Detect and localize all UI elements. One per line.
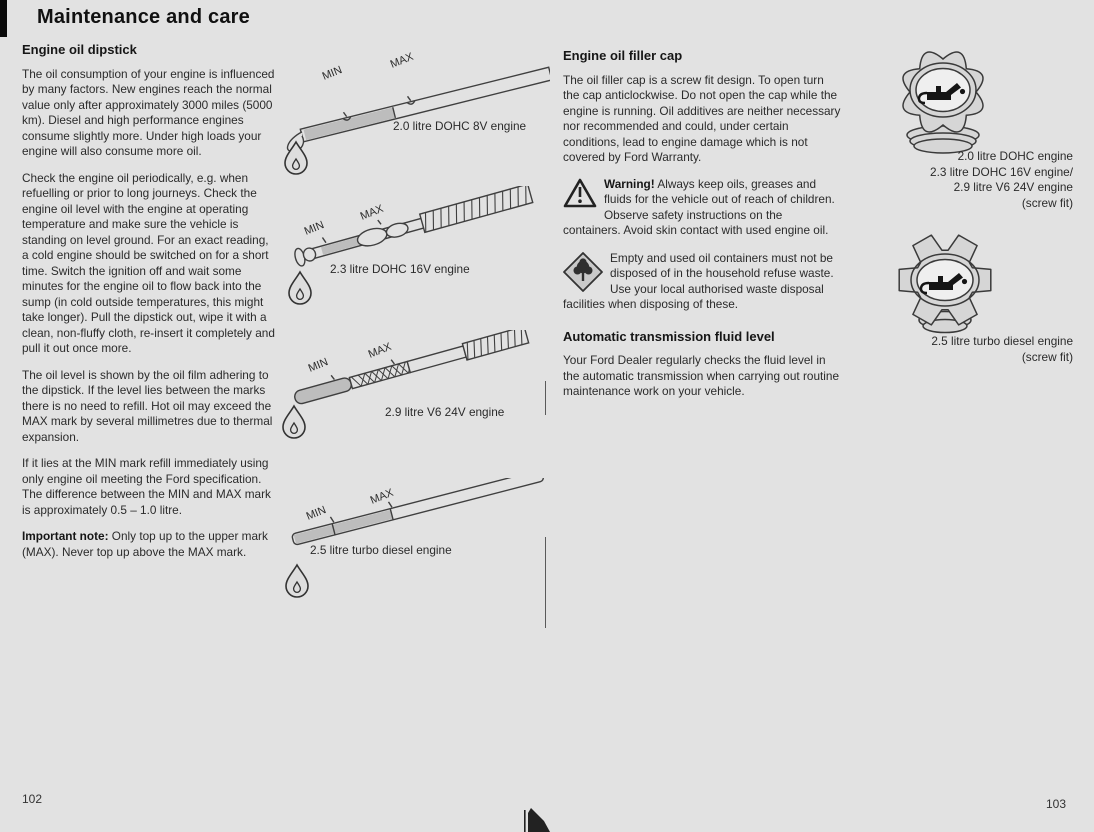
dipstick-paragraph-4: If it lies at the MIN mark refill immediately using only engine oil meeting the Ford specification. The difference between the MIN and MAX mark is approximately 0.5 – 1.0 litre. (22, 456, 271, 517)
dipstick-paragraph-1: The oil consumption of your engine is influenced by many factors. New engines reach the normal value only after approximately 3000 miles (5000 km). Diesel and high performance engines consume slightly more. Under high loads your engine will also consume more oil. (22, 66, 275, 158)
page-number-left: 102 (22, 792, 43, 806)
dipstick-4-min-label: MIN (304, 504, 328, 523)
oil-drop-icon (283, 406, 305, 438)
section-heading-engine-oil-filler-cap: Engine oil filler cap (563, 48, 683, 63)
filler-cap-2-caption (883, 334, 1073, 365)
page-title: Maintenance and care (37, 6, 250, 28)
important-note-label: Important note: (22, 529, 109, 543)
middle-column (563, 48, 841, 411)
left-column (22, 42, 278, 571)
transmission-paragraph: Your Ford Dealer regularly checks the fluid level in the automatic transmission when carrying out routine maintenance work on your vehicle. (563, 353, 840, 398)
dipstick-1-max-label: MAX (388, 50, 416, 71)
caption-line: (screw fit) (1021, 349, 1073, 364)
dipstick-1-min-label: MIN (320, 64, 344, 83)
filler-cap-1-caption (883, 149, 1073, 211)
section-heading-automatic-transmission: Automatic transmission fluid level (563, 328, 775, 344)
caption-line: (screw fit) (1021, 195, 1073, 210)
oil-drop-icon (289, 272, 311, 304)
warning-text: Always keep oils, greases and fluids for the vehicle out of reach of children. Observe safety instructions on the containers. Avoid skin contact with used engine oil. (563, 176, 835, 237)
dipstick-3-max-label: MAX (366, 340, 394, 361)
dipstick-29-v6-24v-illustration (280, 330, 550, 455)
filler-cap-turbo-diesel-illustration (883, 232, 1009, 334)
important-note (22, 529, 278, 560)
oil-drop-icon (286, 565, 308, 597)
environment-tree-icon (563, 252, 603, 292)
dipstick-4-max-label: MAX (368, 486, 396, 507)
caption-line: 2.3 litre DOHC 16V engine/ (930, 164, 1073, 179)
environment-text: Empty and used oil containers must not be disposed of in the household refuse waste. Use your local authorised waste disposal facilities when disposing of these. (563, 250, 834, 311)
caption-line: 2.0 litre DOHC engine (957, 149, 1073, 163)
scan-artifact-blob (516, 804, 560, 832)
important-note-text: Only top up to the upper mark (MAX). Never top up above the MAX mark. (22, 529, 268, 559)
warning-block (563, 177, 841, 239)
dipstick-2-min-label: MIN (302, 219, 326, 238)
column-divider (545, 381, 546, 415)
dipstick-1-caption: 2.0 litre DOHC 8V engine (393, 119, 527, 133)
dipstick-paragraph-3: The oil level is shown by the oil film adhering to the dipstick. If the level lies between the marks there is no need to refill. Hot oil may exceed the MAX mark by several millimetres due to thermal expansion. (22, 367, 273, 444)
dipstick-3-min-label: MIN (306, 356, 330, 375)
caption-line: 2.5 litre turbo diesel engine (931, 334, 1073, 348)
environment-block (563, 251, 841, 313)
filler-cap-screw-fit-illustration (883, 42, 1008, 157)
dipstick-23-dohc-16v-illustration (280, 186, 550, 321)
scan-artifact-corner (0, 0, 7, 37)
caption-line: 2.9 litre V6 24V engine (953, 180, 1073, 194)
column-divider (545, 537, 546, 628)
filler-cap-paragraph: The oil filler cap is a screw fit design. To open turn the cap anticlockwise. Do not open the cap while the engine is running. Oil additives are neither necessary nor recommended and could, under certain conditions, lead to engine damage which is not covered by Ford Warranty. (563, 72, 841, 164)
dipstick-2-caption: 2.3 litre DOHC 16V engine (330, 262, 470, 276)
dipstick-paragraph-2: Check the engine oil periodically, e.g. when refuelling or prior to long journeys. Check the engine oil level with the engine at operating temperature and make sure the vehicle is standing on level ground. For an exact reading, a cold engine should be switched on for a short time. Switch the ignition off and wait some minutes for the engine oil to flow back into the sump (in cold outside temperatures, this might take longer). Pull the dipstick out, wipe it with a clean, non-fluffy cloth, re-insert it completely and pull it out once more. (22, 170, 275, 355)
dipstick-2-max-label: MAX (358, 202, 386, 223)
dipstick-4-caption: 2.5 litre turbo diesel engine (310, 543, 452, 557)
section-heading-engine-oil-dipstick: Engine oil dipstick (22, 42, 137, 57)
dipstick-3-caption: 2.9 litre V6 24V engine (385, 405, 505, 419)
warning-triangle-icon (563, 178, 597, 209)
warning-label: Warning! (604, 176, 655, 191)
dipstick-20-dohc-8v-illustration (280, 40, 550, 175)
page-number-right: 103 (1046, 797, 1067, 811)
